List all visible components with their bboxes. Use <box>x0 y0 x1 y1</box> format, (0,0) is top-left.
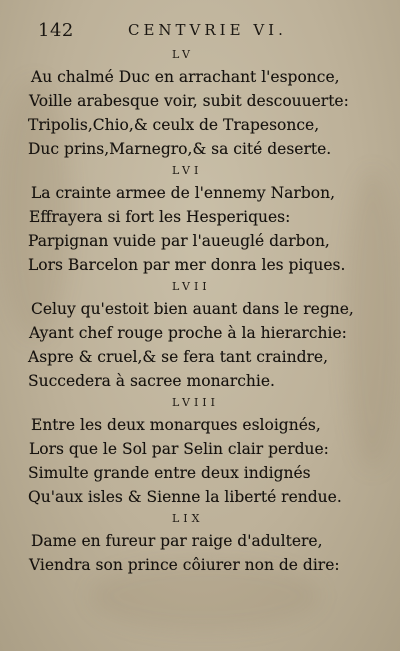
quatrain-lv <box>26 45 382 161</box>
quatrain-heading: LVII <box>172 280 211 293</box>
verse-line: Qu'aux isles & Sienne la liberté rendue. <box>28 488 342 506</box>
quatrain-heading: LVI <box>172 164 203 177</box>
quatrain-lviii <box>26 393 382 509</box>
verse-line: Simulte grande entre deux indignés <box>28 464 311 482</box>
verse-line: Ayant chef rouge proche à la hierarchie: <box>29 324 347 342</box>
quatrain-lix <box>26 509 382 577</box>
quatrain-heading: LVIII <box>172 396 219 409</box>
verse-line: Effrayera si fort les Hesperiques: <box>29 208 291 226</box>
quatrain-text-block <box>26 45 382 577</box>
verse-line: Parpignan vuide par l'aueuglé darbon, <box>28 232 330 250</box>
verse-line: Lors que le Sol par Selin clair perdue: <box>29 440 329 458</box>
verse-line: Viendra son prince côiurer non de dire: <box>29 556 340 574</box>
verse-line: Celuy qu'estoit bien auant dans le regne, <box>31 300 354 318</box>
verse-line: Tripolis,Chio,& ceulx de Trapesonce, <box>28 116 320 134</box>
quatrain-heading: LIX <box>172 512 204 525</box>
verse-line: Dame en fureur par raige d'adultere, <box>31 532 323 550</box>
verse-line: Lors Barcelon par mer donra les piques. <box>28 256 346 274</box>
verse-line: Au chalmé Duc en arrachant l'esponce, <box>31 68 340 86</box>
verse-line: Duc prins,Marnegro,& sa cité deserte. <box>28 140 332 158</box>
quatrain-lvi <box>26 161 382 277</box>
verse-line: La crainte armee de l'ennemy Narbon, <box>31 184 335 202</box>
verse-line: Voille arabesque voir, subit descouuerte: <box>29 92 349 110</box>
page-number: 142 <box>38 20 74 41</box>
quatrain-heading: LV <box>172 48 194 61</box>
page-header <box>0 20 400 44</box>
running-title: CENTVRIE VI. <box>128 21 287 39</box>
verse-line: Aspre & cruel,& se fera tant craindre, <box>28 348 329 366</box>
verse-line: Entre les deux monarques esloignés, <box>31 416 321 434</box>
quatrain-lvii <box>26 277 382 393</box>
verse-line: Succedera à sacree monarchie. <box>28 372 275 390</box>
